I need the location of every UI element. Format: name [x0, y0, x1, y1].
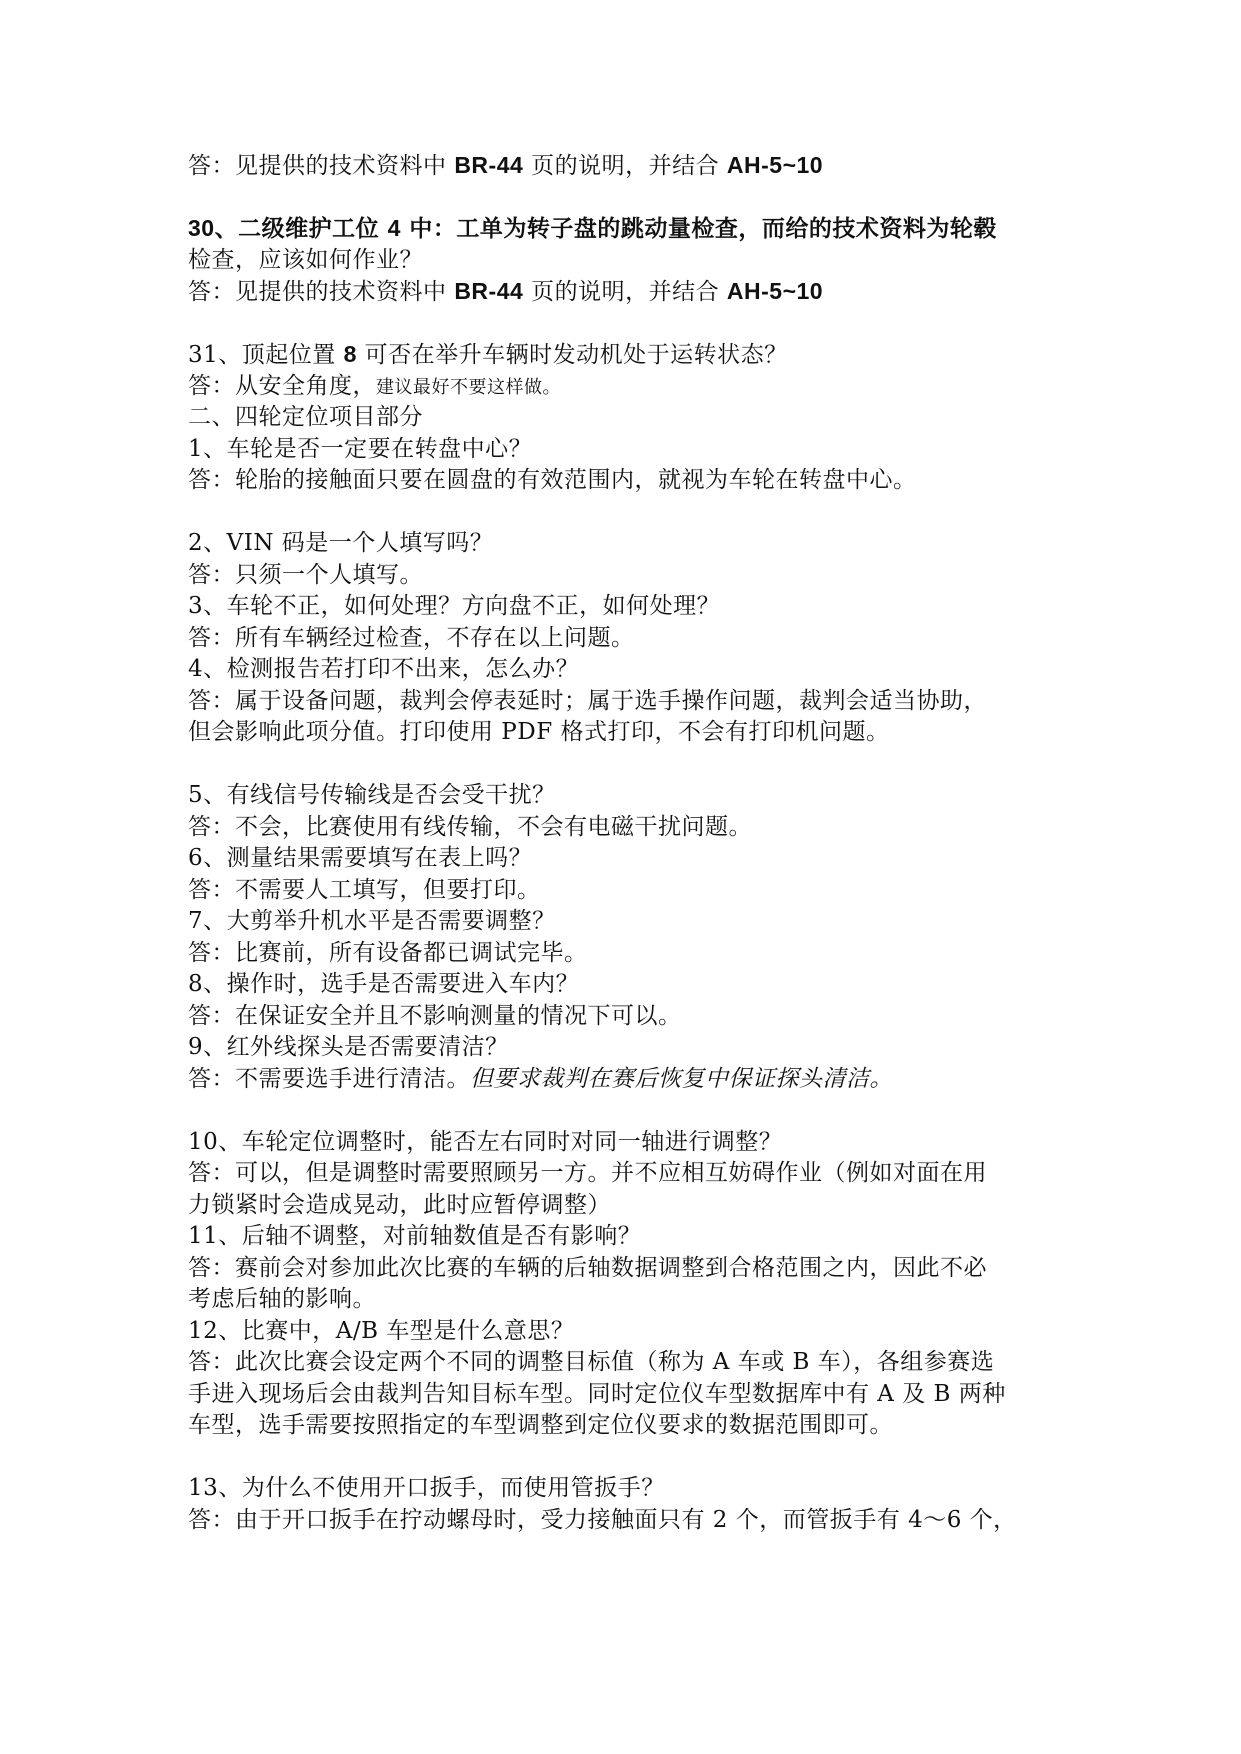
question-30: 30、二级维护工位 4 中：工单为转子盘的跳动量检查，而给的技术资料为轮毂: [188, 215, 997, 242]
question-31: 31、顶起位置 8 可否在举升车辆时发动机处于运转状态？: [188, 341, 788, 368]
question-13: 13、为什么不使用开口扳手，而使用管扳手？: [188, 1475, 665, 1501]
answer-1: 答：轮胎的接触面只要在圆盘的有效范围内，就视为车轮在转盘中心。: [188, 467, 917, 493]
section-heading: 二、四轮定位项目部分: [188, 404, 423, 430]
page-content: [188, 150, 1068, 1536]
question-30-cont: 检查，应该如何作业？: [188, 246, 423, 273]
answer-3: 答：所有车辆经过检查，不存在以上问题。: [188, 624, 635, 651]
answer-2: 答：只须一个人填写。: [188, 561, 423, 588]
answer-11-cont: 考虑后轴的影响。: [188, 1286, 376, 1312]
answer-13: 答：由于开口扳手在拧动螺母时，受力接触面只有 2 个，而管扳手有 4～6 个，: [188, 1506, 1017, 1533]
answer-6: 答：不需要人工填写，但要打印。: [188, 876, 541, 903]
question-2: 2、VIN 码是一个人填写吗？: [188, 530, 494, 556]
question-7: 7、大剪举升机水平是否需要调整？: [188, 908, 556, 934]
question-12: 12、比赛中，A/B 车型是什么意思？: [188, 1317, 575, 1344]
question-3: 3、车轮不正，如何处理？方向盘不正，如何处理？: [188, 593, 721, 619]
answer-12-cont-2: 车型，选手需要按照指定的车型调整到定位仪要求的数据范围即可。: [188, 1412, 893, 1438]
answer-12: 答：此次比赛会设定两个不同的调整目标值（称为 A 车或 B 车），各组参赛选: [188, 1349, 995, 1375]
question-10: 10、车轮定位调整时，能否左右同时对同一轴进行调整？: [188, 1128, 783, 1155]
question-1: 1、车轮是否一定要在转盘中心？: [188, 435, 533, 462]
answer-29: 答：见提供的技术资料中 BR-44 页的说明，并结合 AH-5~10: [188, 152, 824, 179]
answer-12-cont-1: 手进入现场后会由裁判告知目标车型。同时定位仪车型数据库中有 A 及 B 两种: [188, 1380, 1006, 1407]
answer-31: 答：从安全角度，建议最好不要这样做。: [188, 372, 561, 399]
answer-30: 答：见提供的技术资料中 BR-44 页的说明，并结合 AH-5~10: [188, 278, 824, 305]
question-6: 6、测量结果需要填写在表上吗？: [188, 845, 533, 871]
answer-7: 答：比赛前，所有设备都已调试完毕。: [188, 939, 588, 966]
answer-10: 答：可以，但是调整时需要照顾另一方。并不应相互妨碍作业（例如对面在用: [188, 1160, 987, 1186]
answer-9: 答：不需要选手进行清洁。但要求裁判在赛后恢复中保证探头清洁。: [188, 1065, 893, 1092]
answer-8: 答：在保证安全并且不影响测量的情况下可以。: [188, 1002, 682, 1029]
question-9: 9、红外线探头是否需要清洁？: [188, 1034, 509, 1060]
answer-4: 答：属于设备问题，裁判会停表延时；属于选手操作问题，裁判会适当协助，: [188, 687, 987, 714]
answer-4-cont: 但会影响此项分值。打印使用 PDF 格式打印，不会有打印机问题。: [188, 719, 890, 745]
answer-10-cont: 力锁紧时会造成晃动，此时应暂停调整）: [188, 1191, 611, 1218]
answer-11: 答：赛前会对参加此次比赛的车辆的后轴数据调整到合格范围之内，因此不必: [188, 1254, 987, 1281]
question-4: 4、检测报告若打印不出来，怎么办？: [188, 656, 580, 682]
question-11: 11、后轴不调整，对前轴数值是否有影响？: [188, 1223, 642, 1249]
answer-5: 答：不会，比赛使用有线传输，不会有电磁干扰问题。: [188, 813, 752, 840]
question-5: 5、有线信号传输线是否会受干扰？: [188, 782, 556, 808]
question-8: 8、操作时，选手是否需要进入车内？: [188, 971, 580, 997]
